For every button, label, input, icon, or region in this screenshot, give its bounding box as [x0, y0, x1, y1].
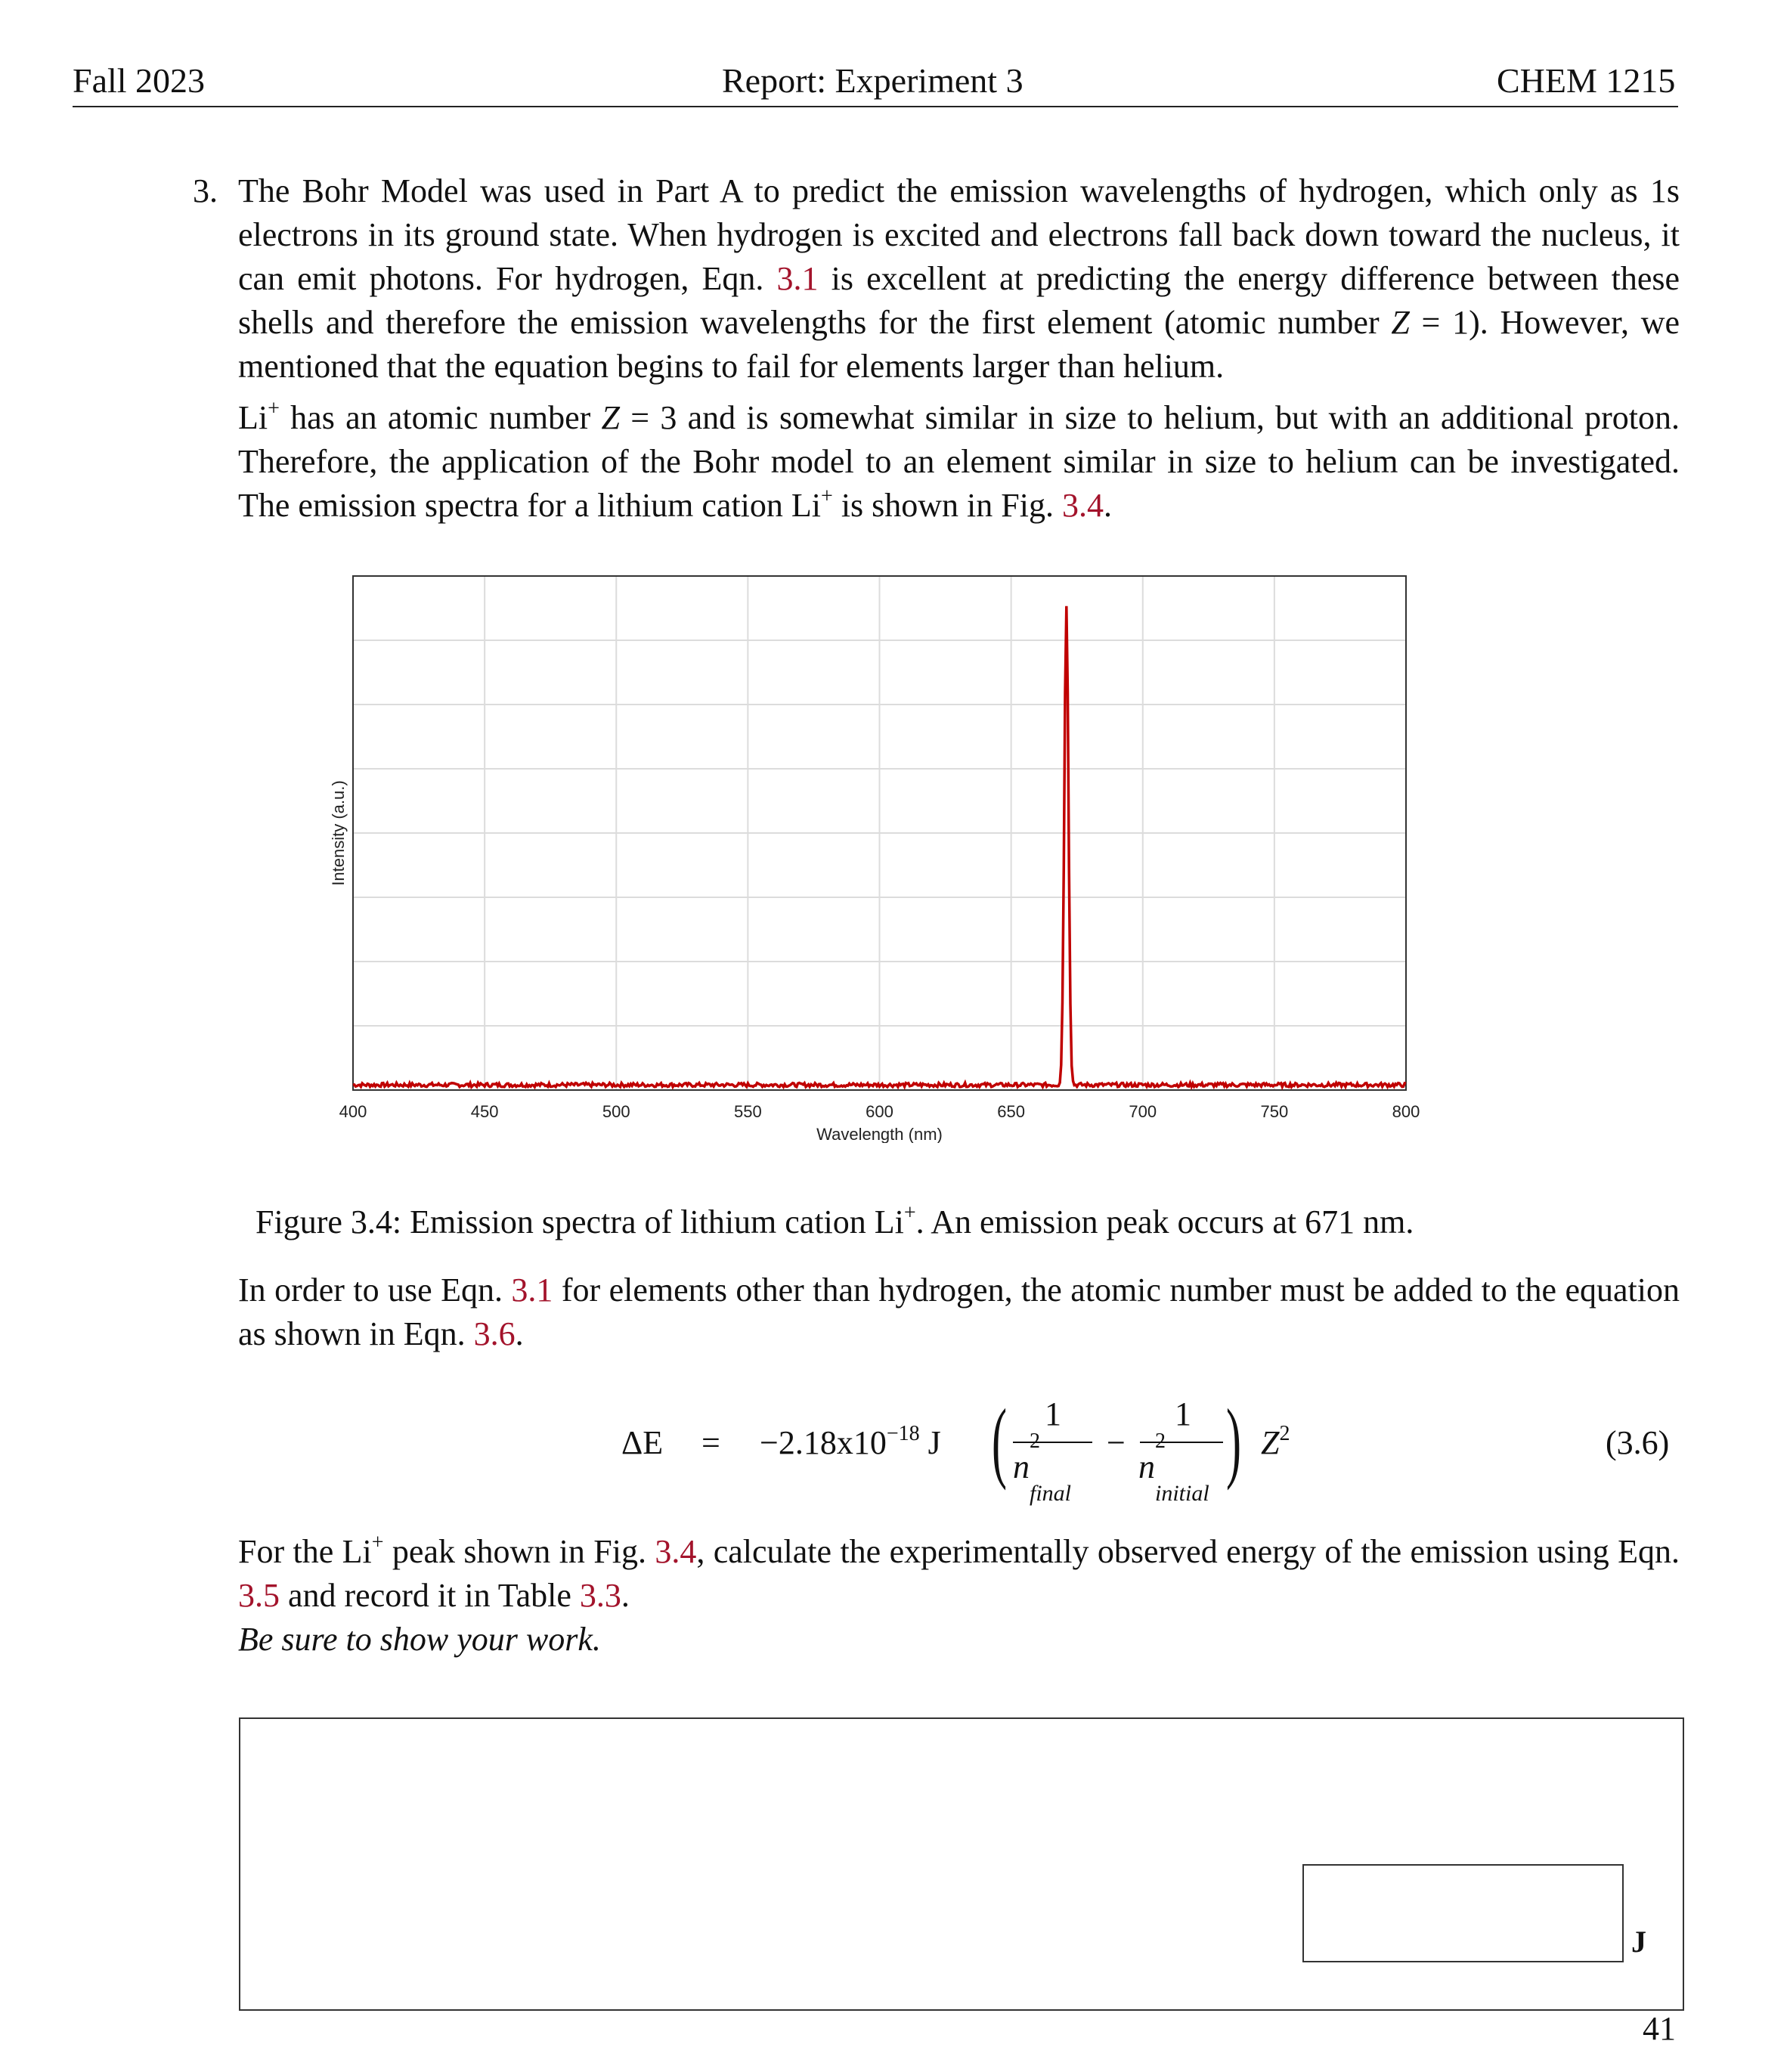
header-right: CHEM 1215: [1497, 61, 1676, 100]
eq-n-final: n: [1013, 1448, 1030, 1485]
eq-delta-e: ΔE: [621, 1424, 664, 1461]
eq-n-initial-sub: initial: [1155, 1480, 1209, 1506]
eq-equals: =: [701, 1424, 720, 1461]
eq-left-paren: (: [991, 1390, 1007, 1491]
eq-coef-text: −2.18x10: [760, 1424, 887, 1461]
fig-ref-3-4-b[interactable]: 3.4: [655, 1533, 697, 1570]
p1-z-symbol: Z: [1391, 304, 1410, 341]
p2-li: Li: [238, 399, 268, 436]
eqn-ref-3-1[interactable]: 3.1: [776, 260, 819, 297]
x-tick-label-750: 750: [1260, 1102, 1289, 1121]
eq-fraction-bar-2: [1140, 1442, 1223, 1443]
eq-z: Z: [1261, 1424, 1280, 1461]
header-center: Report: Experiment 3: [722, 61, 1024, 100]
eq-denominator-1: [1013, 1448, 1072, 1506]
paragraph-eqn-intro: [238, 1268, 1680, 1356]
equation-3-6: [0, 1387, 1790, 1523]
eq-unit: J: [928, 1424, 941, 1461]
x-tick-label-500: 500: [602, 1102, 630, 1121]
eq-fraction-bar-1: [1013, 1442, 1092, 1443]
x-axis-label: Wavelength (nm): [816, 1125, 943, 1143]
x-tick-label-650: 650: [997, 1102, 1025, 1121]
caption-text-a: Figure 3.4: Emission spectra of lithium cation Li: [255, 1203, 904, 1240]
p4-period: .: [621, 1577, 630, 1614]
p2-period: .: [1103, 487, 1112, 524]
p1-text-a: The Bohr Model was used in Part A to predict the emission wavelengths of hydrogen, which only as 1s electrons in its ground state. When hydrogen is excited and electrons fall back down toward the nucleus, it can emit photons. For hydrogen, Eqn.: [238, 172, 1680, 297]
eq-coefficient: [760, 1423, 941, 1462]
p4-text-b: peak shown in Fig.: [383, 1533, 655, 1570]
paragraph-instructions: [238, 1530, 1680, 1662]
p2-text-c: is shown in Fig.: [832, 487, 1062, 524]
eq-z-squared: [1261, 1423, 1290, 1462]
header-left: Fall 2023: [73, 61, 206, 100]
table-ref-3-3[interactable]: 3.3: [579, 1577, 621, 1614]
p4-text-d: and record it in Table: [280, 1577, 580, 1614]
caption-text-b: . An emission peak occurs at 671 nm.: [915, 1203, 1414, 1240]
x-tick-label-800: 800: [1392, 1102, 1420, 1121]
x-tick-label-700: 700: [1129, 1102, 1157, 1121]
p1-text-b: is excellent at predicting the energy difference between these shells and therefore the emission wavelengths for the first element (atomic number: [238, 260, 1680, 341]
p3-text-a: In order to use Eqn.: [238, 1271, 512, 1309]
p1-text-c: = 1). However, we mentioned that the equation begins to fail for elements larger than helium.: [238, 304, 1680, 385]
eq-right-paren: ): [1225, 1390, 1241, 1491]
page-number: 41: [1643, 2010, 1676, 2047]
figure-caption: [255, 1200, 1414, 1244]
question-number: 3.: [193, 172, 218, 209]
y-axis-label: Intensity (a.u.): [329, 780, 348, 886]
energy-unit-label: J: [1631, 1925, 1646, 1959]
p4-text-c: , calculate the experimentally observed energy of the emission using Eqn.: [696, 1533, 1680, 1570]
caption-charge: +: [903, 1201, 916, 1225]
x-tick-label-550: 550: [734, 1102, 762, 1121]
eq-numerator-2: 1: [1175, 1395, 1191, 1432]
eqn-ref-3-6[interactable]: 3.6: [473, 1315, 516, 1352]
question-paragraph-1: [238, 169, 1680, 389]
x-tick-label-400: 400: [339, 1102, 367, 1121]
p3-period: .: [515, 1315, 524, 1352]
p4-charge: +: [371, 1531, 384, 1555]
p2-text-a: has an atomic number: [279, 399, 602, 436]
eq-n-initial: n: [1138, 1448, 1155, 1485]
p2-li-charge: +: [268, 397, 280, 421]
emission-chart-svg: [302, 568, 1421, 1143]
eq-n-final-sub: final: [1030, 1480, 1072, 1506]
eq-minus: −: [1107, 1424, 1126, 1461]
p3-text-b: for elements other than hydrogen, the atomic number must be added to the equation as shown in Eqn.: [238, 1271, 1680, 1352]
p2-li-charge-2: +: [821, 485, 833, 509]
p2-z-symbol: Z: [601, 399, 620, 436]
p2-text-b: = 3 and is somewhat similar in size to helium, but with an additional proton. Therefore, the application of the Bohr model to an element similar in size to helium can be investigated. The emission spectra for a lithium cation Li: [238, 399, 1680, 524]
eqn-ref-3-5[interactable]: 3.5: [238, 1577, 280, 1614]
fig-ref-3-4[interactable]: 3.4: [1061, 487, 1104, 524]
x-tick-label-450: 450: [470, 1102, 499, 1121]
eq-denominator-2: [1138, 1448, 1209, 1506]
show-work-note: Be sure to show your work.: [238, 1621, 601, 1658]
energy-value-field[interactable]: [1302, 1864, 1624, 1962]
eq-numerator-1: 1: [1045, 1395, 1061, 1432]
emission-chart: [302, 568, 1421, 1143]
header-rule: [73, 106, 1678, 107]
x-tick-label-600: 600: [866, 1102, 893, 1121]
p4-text-a: For the Li: [238, 1533, 372, 1570]
eqn-ref-3-1-b[interactable]: 3.1: [511, 1271, 553, 1309]
eq-exponent: −18: [886, 1422, 920, 1446]
eq-label: (3.6): [1606, 1424, 1670, 1461]
eq-z-exp: 2: [1279, 1422, 1290, 1446]
question-paragraph-2: [238, 396, 1680, 528]
eq-lhs: [621, 1423, 663, 1462]
